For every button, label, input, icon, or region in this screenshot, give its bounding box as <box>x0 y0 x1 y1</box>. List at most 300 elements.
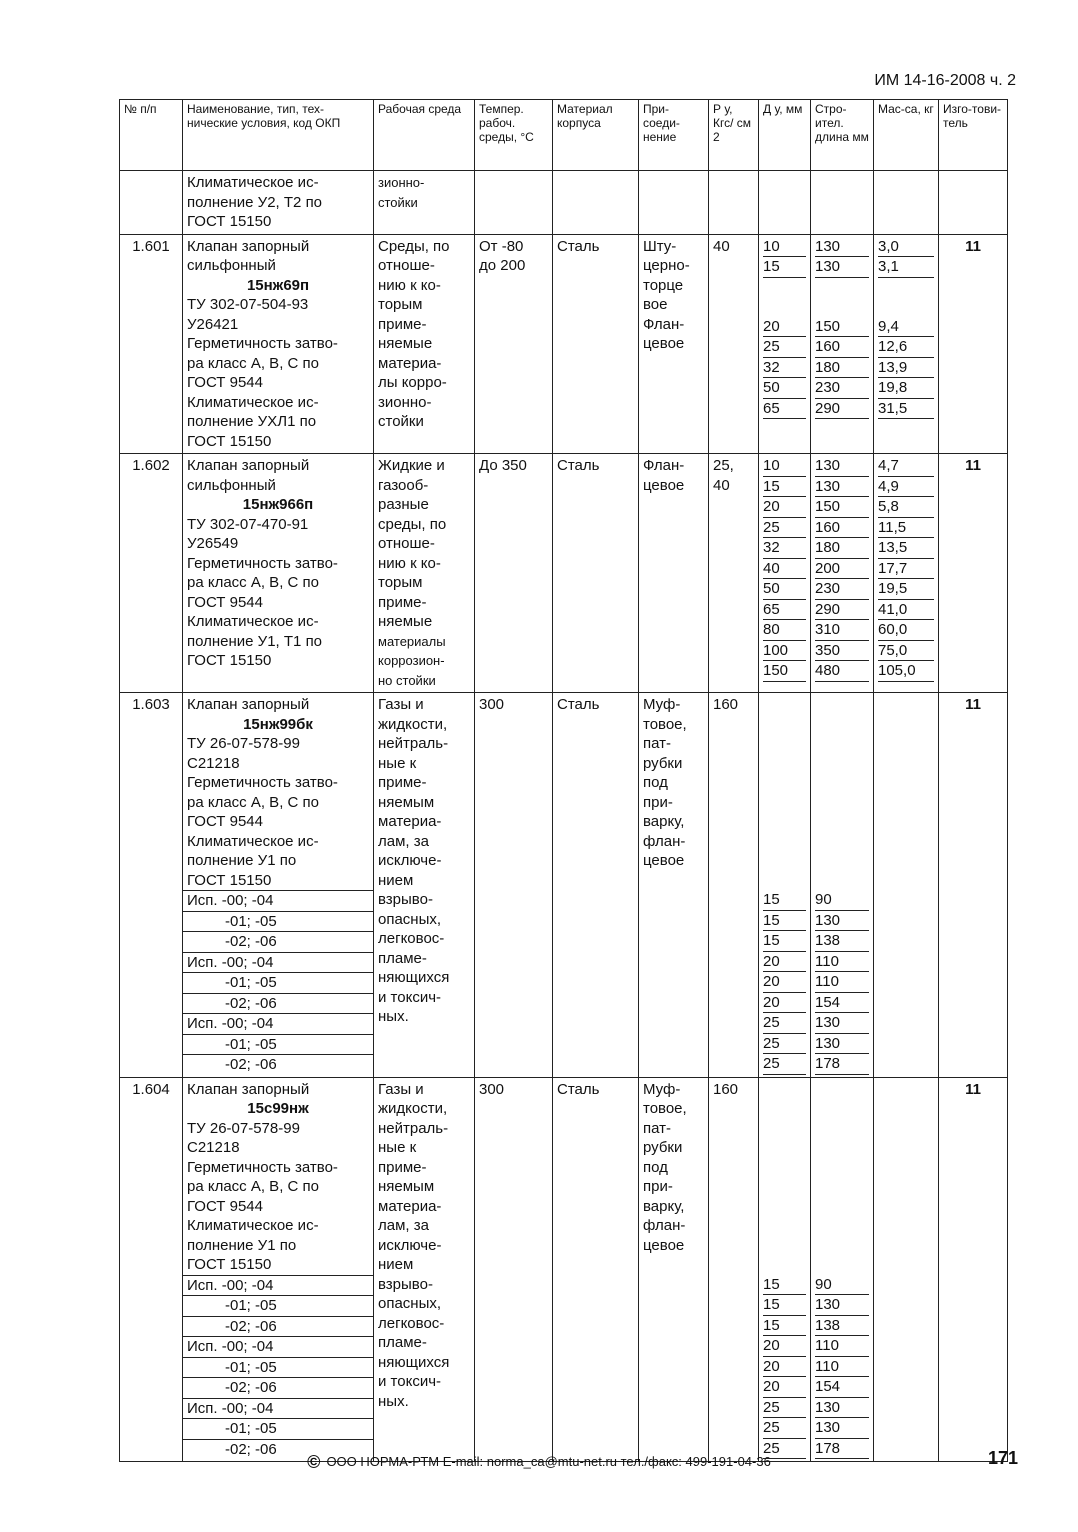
value <box>878 278 934 298</box>
value: 10 <box>763 237 806 258</box>
cell-line: под <box>643 1158 668 1176</box>
material <box>553 234 639 454</box>
value: 25 <box>763 1013 806 1034</box>
cell-line: 300 <box>479 696 505 713</box>
column-header: Р у, Кгс/ см 2 <box>709 100 759 171</box>
temperature <box>475 693 553 1078</box>
product-name <box>183 234 374 454</box>
cell-line: У26421 <box>187 315 239 333</box>
column-header: Темпер. рабоч. среды, °С <box>475 100 553 171</box>
value: 130 <box>815 1295 869 1316</box>
cell-line: ные к <box>378 1139 417 1156</box>
cell-line: ГОСТ 15150 <box>187 213 272 230</box>
row-number <box>120 1077 183 1462</box>
cell-line: няющихся <box>378 1353 450 1371</box>
column-header: № п/п <box>120 100 183 171</box>
value: 13,9 <box>878 358 934 379</box>
variant-text: -02; -06 <box>225 1440 277 1458</box>
cell-line: Клапан запорный <box>187 696 310 713</box>
table-cell <box>120 171 183 235</box>
value: 480 <box>815 661 869 682</box>
cell-line: Флан- <box>643 315 685 333</box>
material-text: Сталь <box>557 1080 600 1098</box>
value: 25 <box>763 518 806 539</box>
table-cell <box>374 171 475 235</box>
table-row <box>120 234 1008 454</box>
variant-text: -01; -05 <box>225 1297 277 1314</box>
cell-line: коррозион- <box>378 653 445 668</box>
table-row <box>120 454 1008 693</box>
cell-line: варку, <box>643 1197 685 1215</box>
value: 15 <box>763 1316 806 1337</box>
column-header: При-соеди-нение <box>639 100 709 171</box>
value: 40 <box>763 559 806 580</box>
cell-line: Флан- <box>643 457 685 474</box>
table-header-row <box>120 100 1008 171</box>
value: 5,8 <box>878 497 934 518</box>
spacer <box>815 1119 869 1139</box>
variant-text: Исп. -00; -04 <box>187 892 274 909</box>
column-header: Д у, мм <box>759 100 811 171</box>
cell-line: цевое <box>643 476 685 494</box>
value: 9,4 <box>878 317 934 338</box>
value: 15 <box>763 1275 806 1296</box>
spacer <box>763 1080 806 1100</box>
cell-line: и токсич- <box>378 1373 442 1390</box>
value: 4,7 <box>878 456 934 477</box>
value: 150 <box>815 497 869 518</box>
value: 20 <box>763 1357 806 1378</box>
cell-line: ра класс А, В, С по <box>187 793 319 811</box>
cell-line: приме- <box>378 774 427 791</box>
value: 19,8 <box>878 378 934 399</box>
cell-line: приме- <box>378 593 427 611</box>
spacer <box>763 871 806 891</box>
cell-line: нейтраль- <box>378 1119 449 1137</box>
nominal-diameter <box>759 234 811 454</box>
value: 130 <box>815 257 869 278</box>
spacer <box>763 812 806 832</box>
variant-text: -01; -05 <box>225 1420 277 1437</box>
variant-text: Исп. -00; -04 <box>187 1338 274 1355</box>
spacer <box>763 1255 806 1275</box>
table-cell <box>939 171 1008 235</box>
working-medium <box>374 1077 475 1462</box>
cell-line: ГОСТ 15150 <box>187 432 272 450</box>
cell-line: Газы и <box>378 1080 424 1098</box>
variant-text: -01; -05 <box>225 1035 277 1053</box>
value: 160 <box>815 518 869 539</box>
cell-line: нием <box>378 1256 414 1273</box>
cell-line: Муф- <box>643 1080 681 1098</box>
spacer <box>815 1177 869 1197</box>
cell-line: няемым <box>378 1178 435 1195</box>
cell-line: полнение УХЛ1 по <box>187 413 317 430</box>
value: 15 <box>763 257 806 278</box>
cell-line: ГОСТ 9544 <box>187 1197 263 1215</box>
variant-text: Исп. -00; -04 <box>187 953 274 971</box>
working-medium <box>374 693 475 1078</box>
cell-line: ТУ 302-07-504-93 <box>187 296 309 313</box>
cell-line: материалы <box>378 633 446 649</box>
cell-line: флан- <box>643 832 686 850</box>
row-number <box>120 454 183 693</box>
value <box>763 297 806 317</box>
variant-line <box>183 1377 373 1398</box>
value: 25 <box>763 1418 806 1439</box>
variant-line <box>183 1316 373 1337</box>
specification-table <box>119 99 1008 1462</box>
mass <box>874 454 939 693</box>
cell-line: нием <box>378 871 414 889</box>
spacer <box>763 1197 806 1217</box>
variant-text: -02; -06 <box>225 1317 277 1335</box>
column-header: Наименование, тип, тех-нические условия, код ОКП <box>183 100 374 171</box>
spacer <box>815 1138 869 1158</box>
cell-line: няемым <box>378 793 435 811</box>
model-code: 15с99нж <box>247 1100 309 1117</box>
cell-line: при- <box>643 1178 673 1195</box>
table-cell <box>811 171 874 235</box>
row-number-text: 1.601 <box>132 237 170 255</box>
value: 20 <box>763 1336 806 1357</box>
cell-line: пат- <box>643 735 672 752</box>
material <box>553 454 639 693</box>
row-number <box>120 693 183 1078</box>
cell-line: приме- <box>378 315 427 333</box>
connection <box>639 234 709 454</box>
cell-line: Клапан запорный <box>187 457 310 474</box>
cell-line: варку, <box>643 813 685 830</box>
spacer <box>763 1216 806 1236</box>
cell-line: Клапан запорный <box>187 1080 310 1098</box>
column-header: Стро-ител. длина мм <box>811 100 874 171</box>
variant-line <box>183 1034 373 1055</box>
value: 178 <box>815 1439 869 1460</box>
cell-line: цевое <box>643 852 685 869</box>
cell-line: нию к ко- <box>378 554 441 572</box>
connection <box>639 693 709 1078</box>
variant-text: -02; -06 <box>225 1379 277 1396</box>
cell-line: но стойки <box>378 672 436 688</box>
spacer <box>763 832 806 852</box>
spacer <box>763 715 806 735</box>
pressure <box>709 454 759 693</box>
cell-line: полнение У2, Т2 по <box>187 193 323 211</box>
material <box>553 693 639 1078</box>
variant-line <box>183 1295 373 1316</box>
value: 11,5 <box>878 518 934 539</box>
cell-line: ГОСТ 9544 <box>187 593 263 611</box>
cell-line: товое, <box>643 1100 687 1117</box>
value: 130 <box>815 1418 869 1439</box>
spacer <box>763 773 806 793</box>
spacer <box>815 793 869 813</box>
value: 13,5 <box>878 538 934 559</box>
cell-line: Среды, по <box>378 237 450 255</box>
value <box>815 297 869 317</box>
cell-line: няющихся <box>378 969 450 986</box>
value: 25 <box>763 1439 806 1460</box>
spacer <box>815 734 869 754</box>
value: 32 <box>763 538 806 559</box>
value: 150 <box>763 661 806 682</box>
spacer <box>763 1099 806 1119</box>
cell-line: Жидкие и <box>378 457 445 474</box>
value: 110 <box>815 972 869 993</box>
cell-line: при- <box>643 793 673 811</box>
cell-line: Климатическое ис- <box>187 1217 319 1234</box>
table-cell <box>553 171 639 235</box>
table-row <box>120 693 1008 1078</box>
value: 75,0 <box>878 641 934 662</box>
variant-line <box>183 931 373 952</box>
value: 160 <box>815 337 869 358</box>
value: 80 <box>763 620 806 641</box>
value: 50 <box>763 378 806 399</box>
variant-line <box>183 1336 373 1357</box>
cell-line: Герметичность затво- <box>187 1158 338 1176</box>
value: 130 <box>815 456 869 477</box>
manufacturer <box>939 693 1008 1078</box>
nominal-diameter <box>759 454 811 693</box>
value: 41,0 <box>878 600 934 621</box>
value: 290 <box>815 600 869 621</box>
cell-line: рубки <box>643 754 683 772</box>
cell-line: ТУ 26-07-578-99 <box>187 735 300 752</box>
value: 110 <box>815 952 869 973</box>
cell-line: отноше- <box>378 535 435 552</box>
manufacturer-code: 11 <box>965 457 981 474</box>
value: 130 <box>815 237 869 258</box>
cell-line: лам, за <box>378 1217 429 1234</box>
variant-line <box>183 993 373 1014</box>
value: 3,0 <box>878 237 934 258</box>
cell-line: церно- <box>643 257 690 274</box>
cell-line: Муф- <box>643 696 681 713</box>
cell-line: торце <box>643 276 684 294</box>
cell-line: Газы и <box>378 696 424 713</box>
spacer <box>815 773 869 793</box>
spacer <box>763 1177 806 1197</box>
value: 19,5 <box>878 579 934 600</box>
value: 130 <box>815 911 869 932</box>
cell-line: зионно- <box>378 175 425 190</box>
spacer <box>763 1138 806 1158</box>
variant-line <box>183 1054 373 1075</box>
spacer <box>763 734 806 754</box>
cell-line: материа- <box>378 354 442 372</box>
cell-line: легковос- <box>378 930 445 947</box>
row-number-text: 1.603 <box>132 696 170 713</box>
model-code: 15нж99бк <box>243 715 313 733</box>
pressure-text: 160 <box>713 1080 739 1098</box>
column-header: Мас-са, кг <box>874 100 939 171</box>
table-cell <box>709 171 759 235</box>
spacer <box>763 1236 806 1256</box>
cell-line: материа- <box>378 1197 442 1215</box>
spacer <box>815 1080 869 1100</box>
value: 15 <box>763 477 806 498</box>
value: 110 <box>815 1357 869 1378</box>
cell-line: исключе- <box>378 1236 442 1254</box>
cell-line: сильфонный <box>187 476 276 494</box>
cell-line: взрыво- <box>378 1275 433 1293</box>
cell-line: среды, по <box>378 515 447 533</box>
table-cell <box>475 171 553 235</box>
temperature <box>475 1077 553 1462</box>
model-code: 15нж69п <box>246 276 310 294</box>
table-row <box>120 1077 1008 1462</box>
cell-line: и токсич- <box>378 988 442 1006</box>
value: 20 <box>763 1377 806 1398</box>
mass <box>874 1077 939 1462</box>
cell-line: материа- <box>378 813 442 830</box>
cell-line: флан- <box>643 1217 686 1234</box>
cell-line: лам, за <box>378 832 429 850</box>
variant-line <box>183 1398 373 1419</box>
row-number <box>120 234 183 454</box>
value: 180 <box>815 358 869 379</box>
value: 130 <box>815 1398 869 1419</box>
material-text: Сталь <box>557 457 600 474</box>
value: 154 <box>815 1377 869 1398</box>
cell-line: ГОСТ 15150 <box>187 871 272 889</box>
variant-line <box>183 1418 373 1439</box>
value: 15 <box>763 931 806 952</box>
cell-line: Клапан запорный <box>187 237 310 255</box>
variant-text: Исп. -00; -04 <box>187 1015 274 1032</box>
spacer <box>815 851 869 871</box>
document-id: ИМ 14-16-2008 ч. 2 <box>874 72 1016 89</box>
nominal-diameter <box>759 693 811 1078</box>
temperature <box>475 454 553 693</box>
cell-line: У26549 <box>187 535 239 552</box>
pressure <box>709 693 759 1078</box>
construction-length <box>811 693 874 1078</box>
cell-line: товое, <box>643 715 687 733</box>
cell-line: взрыво- <box>378 891 433 908</box>
value: 3,1 <box>878 257 934 278</box>
value: 138 <box>815 931 869 952</box>
cell-line: опасных, <box>378 910 442 928</box>
value: 178 <box>815 1054 869 1075</box>
value: 200 <box>815 559 869 580</box>
cell-line: легковос- <box>378 1314 445 1332</box>
variant-line <box>183 911 373 932</box>
footer-text: ООО НОРМА-РТМ E-mail: norma_ca@mtu-net.ru тел./факс: 499-191-04-36 <box>326 1454 771 1469</box>
cell-line: нию к ко- <box>378 276 441 294</box>
cell-line: ГОСТ 15150 <box>187 652 272 669</box>
variant-text: -01; -05 <box>225 974 277 991</box>
value: 25 <box>763 1034 806 1055</box>
cell-line: цевое <box>643 335 685 352</box>
value: 350 <box>815 641 869 662</box>
variant-line <box>183 972 373 993</box>
value: 4,9 <box>878 477 934 498</box>
value: 60,0 <box>878 620 934 641</box>
product-name <box>183 1077 374 1462</box>
product-name <box>183 693 374 1078</box>
value <box>763 278 806 298</box>
value: 20 <box>763 317 806 338</box>
cell-line: полнение У1, Т1 по <box>187 632 323 650</box>
value: 154 <box>815 993 869 1014</box>
cell-line: ных. <box>378 1392 409 1410</box>
spacer <box>815 695 869 715</box>
value: 100 <box>763 641 806 662</box>
value <box>815 278 869 298</box>
cell-line: торым <box>378 574 423 591</box>
material-text: Сталь <box>557 696 600 713</box>
cell-line: 300 <box>479 1080 505 1098</box>
value: 50 <box>763 579 806 600</box>
cell-line: С21218 <box>187 754 240 772</box>
value: 230 <box>815 378 869 399</box>
manufacturer-code: 11 <box>965 1080 981 1098</box>
copyright-icon: © <box>307 1452 321 1472</box>
value: 138 <box>815 1316 869 1337</box>
page-number: 171 <box>987 1448 1018 1468</box>
pressure <box>709 1077 759 1462</box>
cell-line: Климатическое ис- <box>187 832 319 850</box>
connection <box>639 1077 709 1462</box>
cell-line: От -80 <box>479 237 524 255</box>
manufacturer <box>939 1077 1008 1462</box>
variant-line <box>183 1275 373 1296</box>
cell-line: Герметичность затво- <box>187 554 338 572</box>
cell-line: торым <box>378 296 423 313</box>
spacer <box>815 754 869 774</box>
value: 25 <box>763 1054 806 1075</box>
spacer <box>763 695 806 715</box>
variant-text: -02; -06 <box>225 1056 277 1073</box>
cell-line: жидкости, <box>378 1100 448 1117</box>
value: 15 <box>763 1295 806 1316</box>
cell-line: Климатическое ис- <box>187 613 319 630</box>
manufacturer <box>939 234 1008 454</box>
mass <box>874 234 939 454</box>
value: 15 <box>763 890 806 911</box>
spacer <box>763 1158 806 1178</box>
value: 230 <box>815 579 869 600</box>
manufacturer <box>939 454 1008 693</box>
variant-text: -02; -06 <box>225 994 277 1012</box>
cell-line: пламе- <box>378 1334 427 1351</box>
pressure-text: 40 <box>713 237 730 255</box>
cell-line: приме- <box>378 1158 427 1176</box>
cell-line: С21218 <box>187 1139 240 1156</box>
cell-line: стойки <box>378 194 418 210</box>
table-cell <box>183 171 374 235</box>
cell-line: отноше- <box>378 257 435 274</box>
cell-line: до 200 <box>479 257 526 274</box>
variant-line <box>183 1013 373 1034</box>
nominal-diameter <box>759 1077 811 1462</box>
column-header: Изго-тови-тель <box>939 100 1008 171</box>
cell-line: разные <box>378 496 429 513</box>
value: 25 <box>763 1398 806 1419</box>
working-medium <box>374 454 475 693</box>
cell-line: Герметичность затво- <box>187 774 338 791</box>
cell-line: стойки <box>378 413 424 430</box>
spacer <box>815 715 869 735</box>
variant-text: -01; -05 <box>225 1358 277 1376</box>
cell-line: ра класс А, В, С по <box>187 574 319 591</box>
connection <box>639 454 709 693</box>
value: 31,5 <box>878 399 934 420</box>
row-number-text: 1.602 <box>132 457 170 474</box>
